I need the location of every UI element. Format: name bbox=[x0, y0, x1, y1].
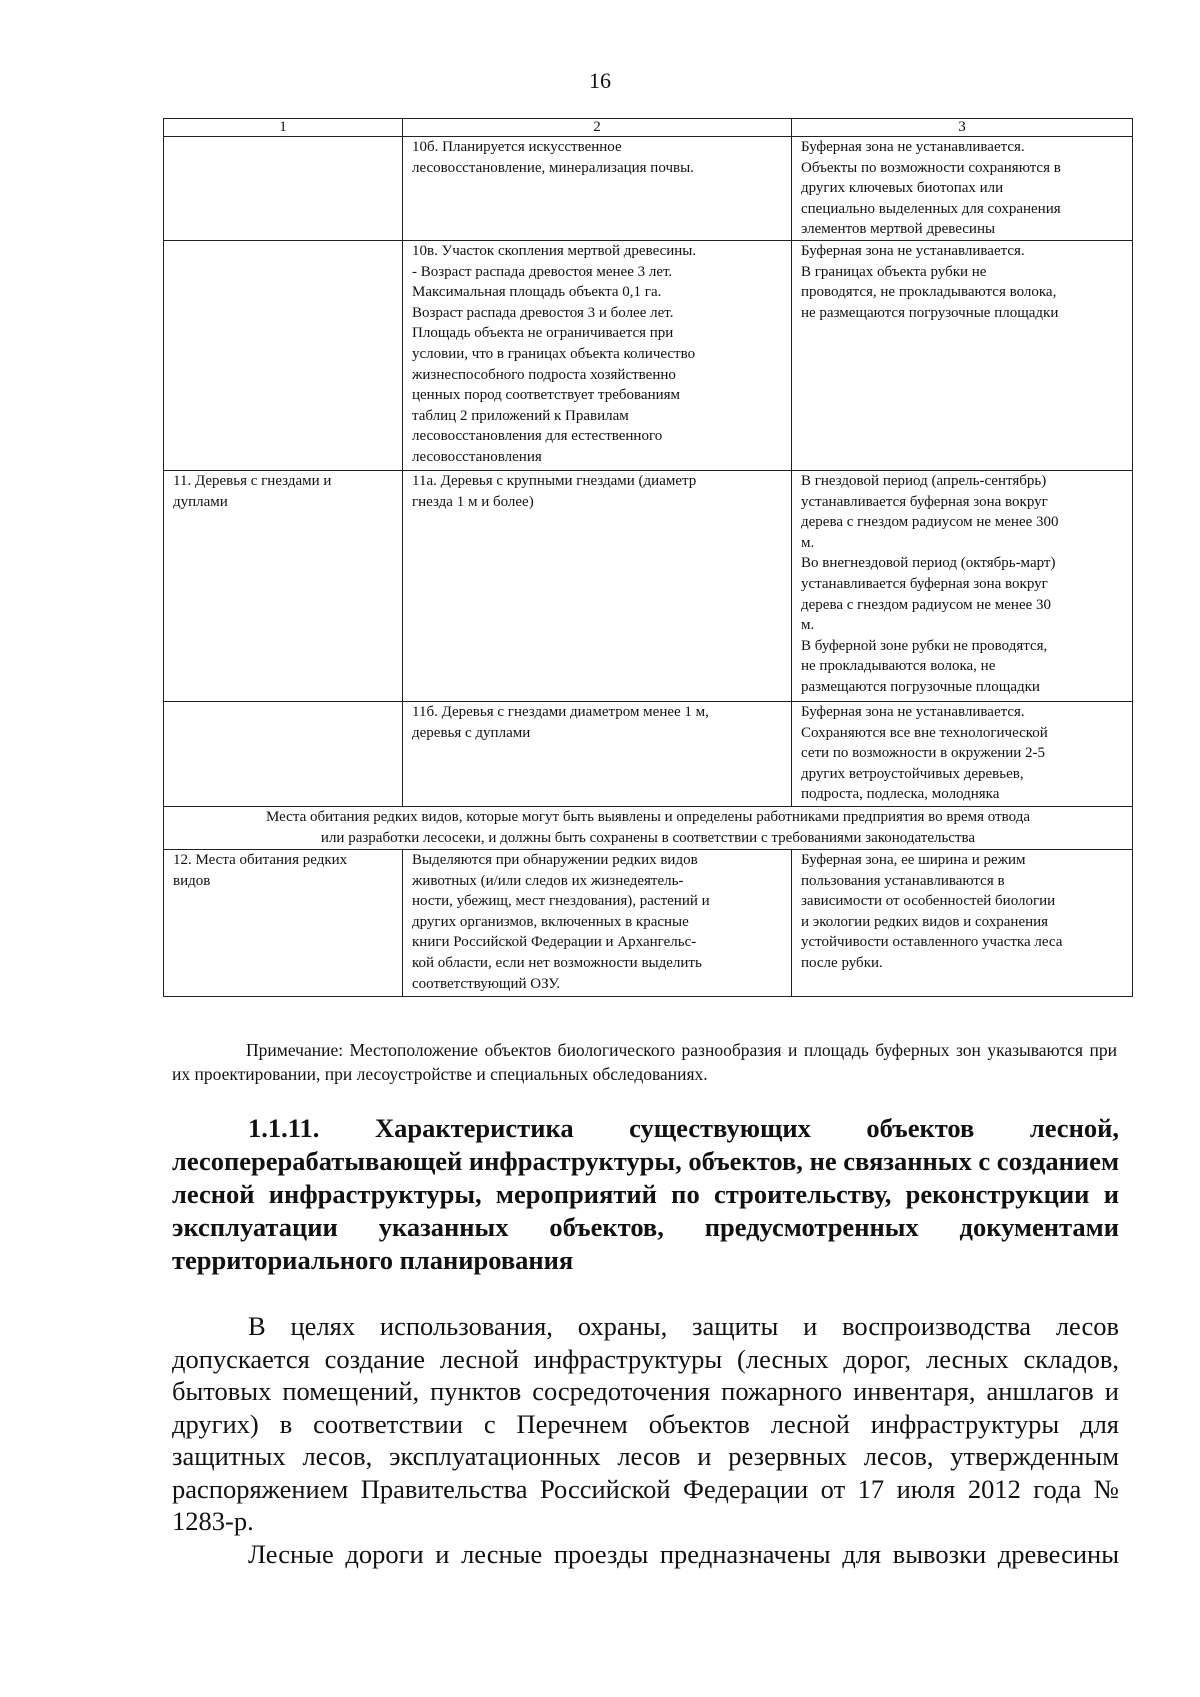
table-header-row bbox=[164, 119, 1133, 137]
column-header: 2 bbox=[403, 119, 792, 137]
table-cell-criteria: 11а. Деревья с крупными гнездами (диаметр гнезда 1 м и более) bbox=[403, 470, 792, 701]
table-cell-regime: Буферная зона, ее ширина и режим пользования устанавливаются в зависимости от особенностей биологии и экологии редких видов и сохранения устойчивости оставленного участка леса после рубки. bbox=[792, 849, 1133, 996]
table-section-row bbox=[164, 806, 1133, 849]
biotope-table bbox=[163, 118, 1133, 997]
table-cell-object: 12. Места обитания редких видов bbox=[164, 849, 403, 996]
section-heading: 1.1.11. Характеристика существующих объектов лесной, лесоперерабатывающей инфраструктуры, объектов, не связанных с созданием лесной инфраструктуры, мероприятий по строительству, реконструкции и эксплуатации указанных объектов, предусмотренных документами территориального планирования bbox=[172, 1113, 1119, 1275]
table-cell-criteria: 10в. Участок скопления мертвой древесины. - Возраст распада древостоя менее 3 лет. Максимальная площадь объекта 0,1 га. Возраст распада древостоя 3 и более лет. Площадь объекта не ограничивается при условии, что в границах объекта количество жизнеспособного подроста хозяйственно ценных пород соответствует требованиям таблиц 2 приложений к Правилам лесовосстановления для естественного лесовосстановления bbox=[403, 240, 792, 470]
table-row bbox=[164, 240, 1133, 470]
section-body bbox=[172, 1310, 1119, 1570]
column-header: 1 bbox=[164, 119, 403, 137]
table-cell-object bbox=[164, 240, 403, 470]
table-cell-object bbox=[164, 701, 403, 806]
table-cell-criteria: Выделяются при обнаружении редких видов животных (и/или следов их жизнедеятель- ности, убежищ, мест гнездования), растений и других организмов, включенных в красные книги Российской Федерации и Архангельс- кой области, если нет возможности выделить соответствующий ОЗУ. bbox=[403, 849, 792, 996]
table-cell-regime: Буферная зона не устанавливается. В границах объекта рубки не проводятся, не прокладываются волока, не размещаются погрузочные площадки bbox=[792, 240, 1133, 470]
table-section-caption: Места обитания редких видов, которые могут быть выявлены и определены работниками предприятия во время отвода или разработки лесосеки, и должны быть сохранены в соответствии с требованиями законодательства bbox=[164, 806, 1133, 849]
table-cell-regime: В гнездовой период (апрель-сентябрь) устанавливается буферная зона вокруг дерева с гнездом радиусом не менее 300 м. Во внегнездовой период (октябрь-март) устанавливается буферная зона вокруг дерева с гнездом радиусом не менее 30 м. В буферной зоне рубки не проводятся, не прокладываются волока, не размещаются погрузочные площадки bbox=[792, 470, 1133, 701]
column-header: 3 bbox=[792, 119, 1133, 137]
page-number: 16 bbox=[589, 68, 611, 93]
table-cell-object bbox=[164, 137, 403, 241]
table-row bbox=[164, 470, 1133, 701]
table-row bbox=[164, 137, 1133, 241]
table-cell-regime: Буферная зона не устанавливается. Объекты по возможности сохраняются в других ключевых биотопах или специально выделенных для сохранения элементов мертвой древесины bbox=[792, 137, 1133, 241]
table-cell-object: 11. Деревья с гнездами и дуплами bbox=[164, 470, 403, 701]
table-cell-criteria: 11б. Деревья с гнездами диаметром менее 1 м, деревья с дуплами bbox=[403, 701, 792, 806]
table-row bbox=[164, 701, 1133, 806]
body-paragraph: Лесные дороги и лесные проезды предназначены для вывозки древесины bbox=[248, 1538, 1119, 1569]
table-note: Примечание: Местоположение объектов биологического разнообразия и площадь буферных зон указываются при их проектировании, при лесоустройстве и специальных обследованиях. bbox=[172, 1040, 1117, 1084]
table-row bbox=[164, 849, 1133, 996]
table-cell-criteria: 10б. Планируется искусственное лесовосстановление, минерализация почвы. bbox=[403, 137, 792, 241]
table-cell-regime: Буферная зона не устанавливается. Сохраняются все вне технологической сети по возможности в окружении 2-5 других ветроустойчивых деревьев, подроста, подлеска, молодняка bbox=[792, 701, 1133, 806]
body-paragraph: В целях использования, охраны, защиты и воспроизводства лесов допускается создание лесной инфраструктуры (лесных дорог, лесных складов, бытовых помещений, пунктов сосредоточения пожарного инвентаря, аншлагов и других) в соответствии с Перечнем объектов лесной инфраструктуры для защитных лесов, эксплуатационных лесов и резервных лесов, утвержденным распоряжением Правительства Российской Федерации от 17 июля 2012 года № 1283-р. bbox=[172, 1311, 1119, 1536]
